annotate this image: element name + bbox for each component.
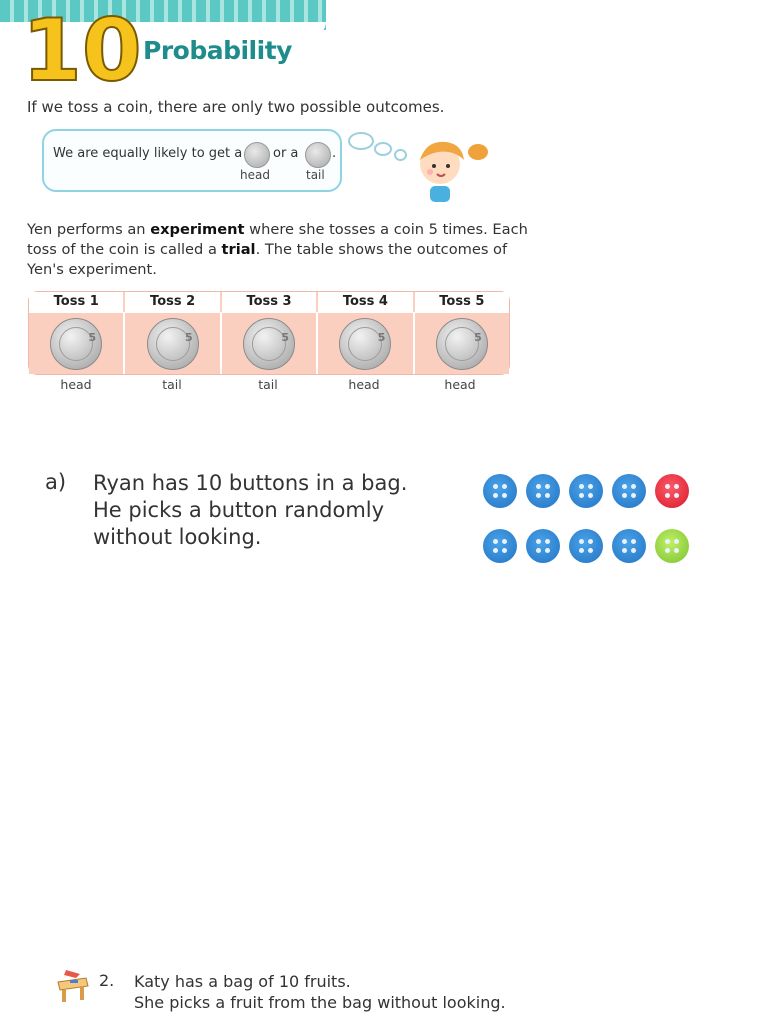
bubble-period: . [332, 146, 337, 161]
toss-cell [318, 313, 414, 374]
question-a-line: without looking. [93, 525, 262, 549]
head-coin-icon [244, 142, 270, 168]
question-a-line: Ryan has 10 buttons in a bag. [93, 471, 408, 495]
toss-table-body [29, 313, 509, 374]
thought-bubble-icon [348, 132, 374, 150]
coin-head-icon: 5 [50, 318, 102, 370]
chapter-title: Probability [143, 36, 292, 65]
blue-button-icon [612, 529, 646, 563]
red-button-icon [655, 474, 689, 508]
question-2-number: 2. [99, 971, 115, 990]
experiment-paragraph [27, 220, 547, 280]
blue-button-icon [483, 474, 517, 508]
paragraph-text: Yen performs an [27, 221, 151, 238]
toss-header: Toss 1 [29, 292, 125, 312]
term-trial: trial [221, 241, 256, 258]
blue-button-icon [526, 529, 560, 563]
thought-bubble-icon [394, 149, 407, 161]
toss-outcome: tail [162, 377, 182, 392]
term-experiment: experiment [150, 221, 245, 238]
blue-button-icon [483, 529, 517, 563]
toss-header: Toss 4 [318, 292, 414, 312]
toss-outcome: head [444, 377, 476, 392]
toss-outcome: head [60, 377, 92, 392]
coin-tail-icon: 5 [243, 318, 295, 370]
toss-header: Toss 2 [125, 292, 221, 312]
girl-character-icon [408, 134, 488, 204]
paragraph-text: where she tosses a coin 5 times. Each toss of the coin is called a [27, 221, 528, 258]
chapter-number: 10 [22, 1, 142, 101]
question-2-line: She picks a fruit from the bag without looking. [134, 993, 506, 1012]
toss-table-header [29, 292, 509, 312]
question-a-line: He picks a button randomly [93, 498, 385, 522]
desk-icon [52, 966, 92, 1006]
toss-outcome: tail [258, 377, 278, 392]
blue-button-icon [569, 529, 603, 563]
toss-header: Toss 5 [439, 294, 485, 309]
toss-cell [29, 313, 125, 374]
question-a-letter: a) [45, 470, 67, 494]
toss-table [28, 291, 510, 375]
coin-head-icon: 5 [436, 318, 488, 370]
green-button-icon [655, 529, 689, 563]
blue-button-icon [526, 474, 560, 508]
toss-cell [222, 313, 318, 374]
head-label: head [240, 168, 270, 182]
question-a-text [93, 470, 433, 551]
coin-tail-icon: 5 [147, 318, 199, 370]
bubble-text: We are equally likely to get a [53, 146, 243, 161]
toss-outcome: head [348, 377, 380, 392]
toss-cell [415, 313, 509, 374]
intro-text: If we toss a coin, there are only two possible outcomes. [27, 98, 445, 116]
paragraph-text: . The table shows the outcomes of Yen's experiment. [27, 241, 508, 278]
coin-head-icon: 5 [339, 318, 391, 370]
toss-outcomes [28, 377, 508, 392]
blue-button-icon [569, 474, 603, 508]
blue-button-icon [612, 474, 646, 508]
toss-header: Toss 3 [222, 292, 318, 312]
thought-bubble-icon [374, 142, 392, 156]
toss-cell [125, 313, 221, 374]
tail-coin-icon [305, 142, 331, 168]
bubble-or-text: or a [273, 146, 299, 161]
question-2-text [134, 971, 506, 1013]
chapter-number-badge [18, 1, 142, 101]
question-2-line: Katy has a bag of 10 fruits. [134, 972, 351, 991]
tail-label: tail [306, 168, 325, 182]
